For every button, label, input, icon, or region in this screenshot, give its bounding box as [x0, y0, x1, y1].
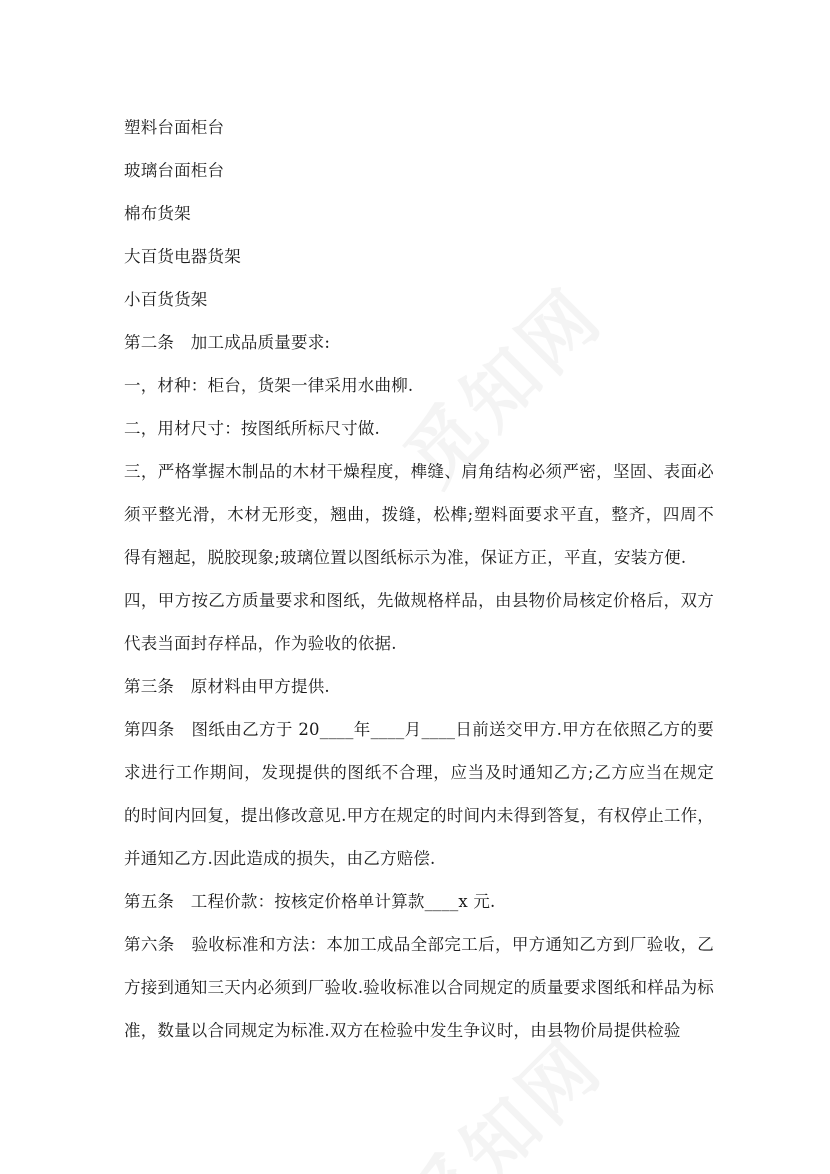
paragraph-item-plastic-counter: 塑料台面柜台	[124, 118, 225, 137]
document-body	[124, 106, 714, 1052]
quality-clause-2: 二，用材尺寸：按图纸所标尺寸做.	[124, 419, 380, 438]
paragraph-item-small-goods-shelf: 小百货货架	[124, 290, 208, 309]
article-5: 第五条 工程价款：按核定价格单计算款____x 元.	[124, 892, 496, 911]
article-3: 第三条 原材料由甲方提供.	[124, 677, 330, 696]
article-2-heading: 第二条 加工成品质量要求:	[124, 333, 331, 352]
quality-clause-3: 三，严格掌握木制品的木材干燥程度，榫缝、肩角结构必须严密，坚固、表面必须平整光滑，木材无形变，翘曲，拨缝，松榫;塑料面要求平直，整齐，四周不得有翘起，脱胶现象;玻璃位置以图纸标示为准，保证方正，平直，安装方便.	[124, 462, 714, 567]
quality-clause-1: 一，材种：柜台，货架一律采用水曲柳.	[124, 376, 414, 395]
paragraph-item-glass-counter: 玻璃台面柜台	[124, 161, 225, 180]
article-6: 第六条 验收标准和方法：本加工成品全部完工后，甲方通知乙方到厂验收，乙方接到通知三天内必须到厂验收.验收标准以合同规定的质量要求图纸和样品为标准，数量以合同规定为标准.双方在检验中发生争议时，由县物价局提供检验	[124, 935, 714, 1040]
quality-clause-4: 四，甲方按乙方质量要求和图纸，先做规格样品，由县物价局核定价格后，双方代表当面封存样品，作为验收的依据.	[124, 591, 714, 653]
paragraph-item-cotton-shelf: 棉布货架	[124, 204, 191, 223]
article-4: 第四条 图纸由乙方于 20____年____月____日前送交甲方.甲方在依照乙方的要求进行工作期间，发现提供的图纸不合理，应当及时通知乙方;乙方应当在规定的时间内回复，提出修改意见.甲方在规定的时间内未得到答复，有权停止工作，并通知乙方.因此造成的损失，由乙方赔偿.	[124, 720, 714, 868]
paragraph-item-appliance-shelf: 大百货电器货架	[124, 247, 241, 266]
